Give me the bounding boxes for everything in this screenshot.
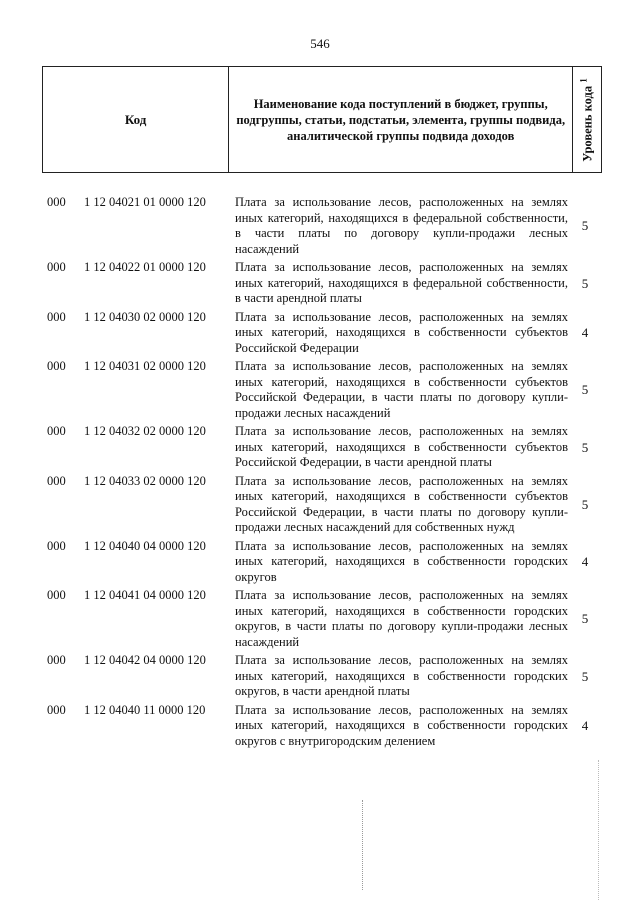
table-row — [42, 703, 602, 750]
budget-code-cell: 1 12 04040 11 0000 120 — [84, 702, 206, 717]
budget-code-cell: 1 12 04022 01 0000 120 — [84, 260, 206, 274]
code-level-cell: 5 — [581, 218, 589, 234]
table-row — [42, 588, 602, 650]
income-name-cell: Плата за использование лесов, расположенных на землях иных категорий, находящихся в собственности субъектов Российской Федерации, в части платы по договору купли-продажи лесных насаждений для собственных нужд — [235, 473, 568, 534]
budget-code-cell: 1 12 04032 02 0000 120 — [84, 424, 206, 438]
income-name-cell: Плата за использование лесов, расположенных на землях иных категорий, находящихся в федеральной собственности, в части арендной платы — [235, 260, 568, 305]
scan-artifact — [598, 760, 600, 900]
scan-artifact — [362, 800, 364, 890]
admin-code-cell: 000 — [47, 653, 66, 667]
code-level-cell: 5 — [581, 275, 589, 291]
income-name-cell: Плата за использование лесов, расположенных на землях иных категорий, находящихся в собственности городских округов с внутригородским делением — [235, 702, 568, 748]
header-level-footnote: 1 — [578, 77, 589, 83]
table-row — [42, 310, 602, 357]
code-level-cell: 4 — [581, 718, 589, 733]
admin-code-cell: 000 — [47, 195, 66, 209]
header-name: Наименование кода поступлений в бюджет, группы, подгруппы, статьи, подстатьи, элемента, группы подвида, аналитической группы подвида доходов — [229, 67, 573, 172]
income-name-cell: Плата за использование лесов, расположенных на землях иных категорий, находящихся в собственности субъектов Российской Федерации — [235, 309, 568, 355]
page-number: 546 — [310, 36, 330, 51]
admin-code-cell: 000 — [47, 538, 66, 553]
budget-code-cell: 1 12 04040 04 0000 120 — [84, 538, 206, 553]
code-level-cell: 4 — [581, 325, 589, 340]
code-level-cell: 5 — [581, 382, 589, 398]
table-header — [42, 66, 602, 173]
code-level-cell: 5 — [581, 496, 589, 512]
table-row — [42, 653, 602, 700]
code-level-cell: 5 — [581, 439, 589, 455]
table-row — [42, 195, 602, 257]
admin-code-cell: 000 — [47, 359, 66, 373]
budget-code-cell: 1 12 04031 02 0000 120 — [84, 359, 206, 373]
table-row — [42, 474, 602, 536]
code-level-cell: 5 — [581, 611, 589, 627]
header-level — [573, 67, 601, 172]
admin-code-cell: 000 — [47, 702, 66, 717]
table-row — [42, 424, 602, 471]
admin-code-cell: 000 — [47, 309, 66, 324]
header-code: Код — [43, 67, 229, 172]
header-level-label: Уровень кода — [580, 85, 595, 162]
code-level-cell: 4 — [581, 554, 589, 569]
budget-code-cell: 1 12 04042 04 0000 120 — [84, 653, 206, 667]
income-name-cell: Плата за использование лесов, расположенных на землях иных категорий, находящихся в собственности субъектов Российской Федерации, в части платы по договору купли-продажи лесных насаждений — [235, 359, 568, 420]
income-name-cell: Плата за использование лесов, расположенных на землях иных категорий, находящихся в собственности городских округов, в части платы по договору купли-продажи лесных насаждений — [235, 588, 568, 649]
admin-code-cell: 000 — [47, 424, 66, 438]
budget-code-cell: 1 12 04030 02 0000 120 — [84, 309, 206, 324]
income-name-cell: Плата за использование лесов, расположенных на землях иных категорий, находящихся в собственности городских округов — [235, 538, 568, 584]
budget-code-cell: 1 12 04041 04 0000 120 — [84, 588, 206, 602]
table-row — [42, 539, 602, 586]
table-row — [42, 359, 602, 421]
budget-code-cell: 1 12 04021 01 0000 120 — [84, 195, 206, 209]
table-row — [42, 260, 602, 307]
code-level-cell: 5 — [581, 668, 589, 684]
admin-code-cell: 000 — [47, 588, 66, 602]
table-body — [42, 195, 602, 752]
admin-code-cell: 000 — [47, 260, 66, 274]
budget-code-cell: 1 12 04033 02 0000 120 — [84, 473, 206, 488]
admin-code-cell: 000 — [47, 473, 66, 488]
income-name-cell: Плата за использование лесов, расположенных на землях иных категорий, находящихся в собственности субъектов Российской Федерации, в части арендной платы — [235, 424, 568, 469]
income-name-cell: Плата за использование лесов, расположенных на землях иных категорий, находящихся в федеральной собственности, в части платы по договору купли-продажи лесных насаждений — [235, 195, 568, 256]
income-name-cell: Плата за использование лесов, расположенных на землях иных категорий, находящихся в собственности городских округов, в части арендной платы — [235, 653, 568, 698]
